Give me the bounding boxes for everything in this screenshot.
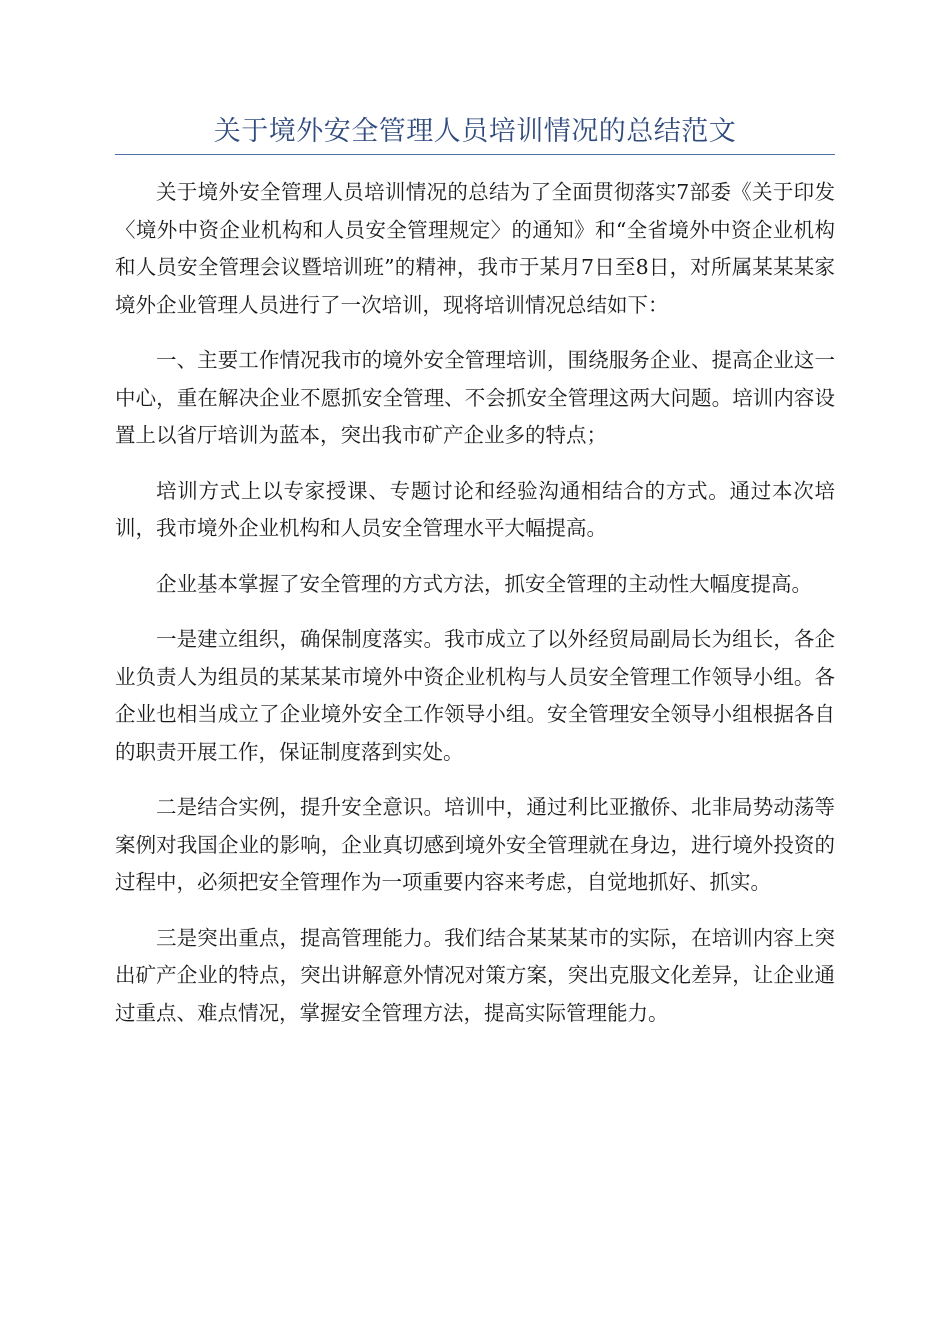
paragraph-point-two: 二是结合实例，提升安全意识。培训中，通过利比亚撤侨、北非局势动荡等案例对我国企业的影响，企业真切感到境外安全管理就在身边，进行境外投资的过程中，必须把安全管理作为一项重要内容来考虑，自觉地抓好、抓实。 [115,795,835,894]
paragraph-intro: 关于境外安全管理人员培训情况的总结为了全面贯彻落实7部委《关于印发〈境外中资企业机构和人员安全管理规定〉的通知》和“全省境外中资企业机构和人员安全管理会议暨培训班”的精神，我市于某月7日至8日，对所属某某某家境外企业管理人员进行了一次培训，现将培训情况总结如下： [115,180,835,317]
paragraph-point-one: 一是建立组织，确保制度落实。我市成立了以外经贸局副局长为组长，各企业负责人为组员的某某某市境外中资企业机构与人员安全管理工作领导小组。各企业也相当成立了企业境外安全工作领导小组。安全管理安全领导小组根据各自的职责开展工作，保证制度落到实处。 [115,627,835,764]
title-underline [115,154,835,155]
document-title: 关于境外安全管理人员培训情况的总结范文 [213,116,737,147]
document-body [115,174,835,1050]
paragraph-main-work: 一、主要工作情况我市的境外安全管理培训，围绕服务企业、提高企业这一中心，重在解决企业不愿抓安全管理、不会抓安全管理这两大问题。培训内容设置上以省厅培训为蓝本，突出我市矿产企业多的特点； [115,348,835,447]
paragraph-point-three: 三是突出重点，提高管理能力。我们结合某某某市的实际，在培训内容上突出矿产企业的特点，突出讲解意外情况对策方案，突出克服文化差异，让企业通过重点、难点情况，掌握安全管理方法，提高实际管理能力。 [115,925,835,1025]
paragraph-training-method: 培训方式上以专家授课、专题讨论和经验沟通相结合的方式。通过本次培训，我市境外企业机构和人员安全管理水平大幅提高。 [115,478,835,540]
paragraph-safety-management: 企业基本掌握了安全管理的方式方法，抓安全管理的主动性大幅度提高。 [156,571,812,596]
